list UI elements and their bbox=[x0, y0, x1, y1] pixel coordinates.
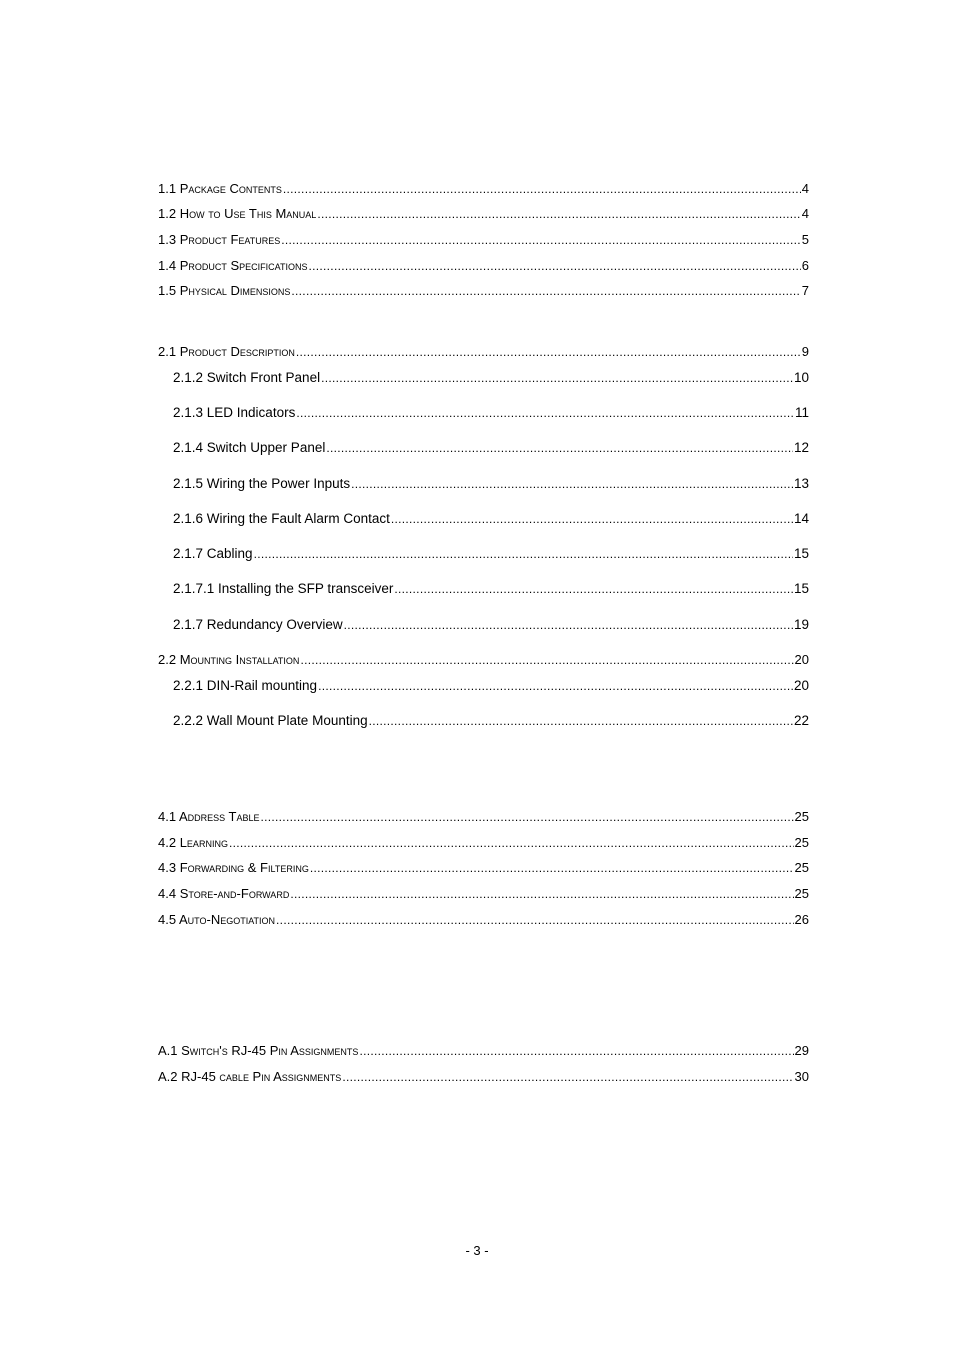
toc-entry[interactable] bbox=[158, 181, 809, 197]
toc-entry-title: Physical Dimensions bbox=[179, 283, 291, 298]
dot-leader bbox=[281, 232, 801, 248]
dot-leader bbox=[317, 206, 800, 222]
toc-entry-title: Mounting Installation bbox=[179, 652, 300, 667]
toc-entry[interactable] bbox=[158, 1069, 809, 1085]
toc-entry[interactable] bbox=[158, 232, 809, 248]
toc-entry-number: 4.1 bbox=[158, 809, 177, 824]
toc-subentry-title: 2.2.1 DIN-Rail mounting bbox=[173, 678, 318, 693]
toc-subentry-title: 2.2.2 Wall Mount Plate Mounting bbox=[173, 713, 368, 728]
toc-entry-title: Package Contents bbox=[179, 181, 282, 196]
toc-entry-number: A.1 bbox=[158, 1043, 178, 1058]
toc-entry-title: How to Use This Manual bbox=[179, 206, 317, 221]
toc-entry-page: 4 bbox=[801, 206, 809, 221]
toc-subentry[interactable] bbox=[173, 546, 809, 562]
toc-subentry[interactable] bbox=[173, 678, 809, 694]
toc-entry-page: 26 bbox=[794, 912, 809, 927]
toc-entry-page: 5 bbox=[801, 232, 809, 247]
toc-entry-number: 1.2 bbox=[158, 206, 177, 221]
toc-subentry-title: 2.1.4 Switch Upper Panel bbox=[173, 440, 326, 455]
dot-leader bbox=[318, 678, 793, 694]
dot-leader bbox=[300, 652, 793, 668]
dot-leader bbox=[351, 476, 793, 492]
toc-entry[interactable] bbox=[158, 860, 809, 876]
toc-entry-title: Store-and-Forward bbox=[179, 886, 290, 901]
toc-entry-number: 1.4 bbox=[158, 258, 177, 273]
page-number: - 3 - bbox=[465, 1243, 489, 1258]
toc-entry-number: 4.4 bbox=[158, 886, 177, 901]
toc-entry-page: 6 bbox=[801, 258, 809, 273]
dot-leader bbox=[261, 809, 794, 825]
toc-entry-page: 15 bbox=[793, 546, 809, 561]
toc-subentry[interactable] bbox=[173, 476, 809, 492]
dot-leader bbox=[291, 283, 800, 299]
toc-entry-page: 13 bbox=[793, 476, 809, 491]
toc-entry[interactable] bbox=[158, 886, 809, 902]
toc-entry[interactable] bbox=[158, 1043, 809, 1059]
toc-subentry-title: 2.1.7.1 Installing the SFP transceiver bbox=[173, 581, 394, 596]
toc-entry-page: 12 bbox=[793, 440, 809, 455]
toc-entry-title: Learning bbox=[179, 835, 228, 850]
toc-entry[interactable] bbox=[158, 652, 809, 668]
toc-subentry-title: 2.1.7 Redundancy Overview bbox=[173, 617, 343, 632]
dot-leader bbox=[296, 405, 794, 421]
toc-entry-number: 4.2 bbox=[158, 835, 177, 850]
toc-entry-title: RJ-45 cable Pin Assignments bbox=[181, 1069, 342, 1084]
toc-entry-number: 4.5 bbox=[158, 912, 177, 927]
dot-leader bbox=[394, 581, 793, 597]
dot-leader bbox=[344, 617, 793, 633]
dot-leader bbox=[391, 511, 793, 527]
toc-entry-number: A.2 bbox=[158, 1069, 178, 1084]
toc-entry-title: Product Description bbox=[179, 344, 295, 359]
toc-entry-number: 1.1 bbox=[158, 181, 177, 196]
toc-entry-page: 25 bbox=[794, 835, 809, 850]
toc-entry-number: 4.3 bbox=[158, 860, 177, 875]
toc-subentry[interactable] bbox=[173, 405, 809, 421]
dot-leader bbox=[342, 1069, 793, 1085]
toc-subentry[interactable] bbox=[173, 617, 809, 633]
toc-entry[interactable] bbox=[158, 344, 809, 360]
toc-entry-page: 29 bbox=[794, 1043, 809, 1058]
toc-entry[interactable] bbox=[158, 258, 809, 274]
toc-subentry[interactable] bbox=[173, 713, 809, 729]
toc-entry[interactable] bbox=[158, 206, 809, 222]
toc-entry-page: 25 bbox=[794, 860, 809, 875]
toc-subentry-title: 2.1.2 Switch Front Panel bbox=[173, 370, 321, 385]
toc-entry-title: Forwarding & Filtering bbox=[179, 860, 309, 875]
toc-entry-title: Product Features bbox=[179, 232, 281, 247]
toc-subentry[interactable] bbox=[173, 511, 809, 527]
toc-subentry-title: 2.1.6 Wiring the Fault Alarm Contact bbox=[173, 511, 390, 526]
toc-subentry-title: 2.1.3 LED Indicators bbox=[173, 405, 296, 420]
toc-entry[interactable] bbox=[158, 809, 809, 825]
toc-subentry-title: 2.1.5 Wiring the Power Inputs bbox=[173, 476, 351, 491]
toc-entry[interactable] bbox=[158, 835, 809, 851]
toc-entry-page: 9 bbox=[801, 344, 809, 359]
toc-entry-number: 1.5 bbox=[158, 283, 177, 298]
toc-entry-page: 19 bbox=[793, 617, 809, 632]
toc-entry[interactable] bbox=[158, 283, 809, 299]
dot-leader bbox=[321, 370, 793, 386]
toc-entry-page: 4 bbox=[801, 181, 809, 196]
toc-entry-title: Auto-Negotiation bbox=[178, 912, 276, 927]
toc-entry-page: 25 bbox=[794, 809, 809, 824]
toc-subentry[interactable] bbox=[173, 440, 809, 456]
toc-entry-number: 1.3 bbox=[158, 232, 177, 247]
toc-entry-title: Address Table bbox=[178, 809, 260, 824]
toc-entry-page: 30 bbox=[794, 1069, 809, 1084]
dot-leader bbox=[369, 713, 793, 729]
toc-entry-number: 2.2 bbox=[158, 652, 177, 667]
toc-entry-page: 25 bbox=[794, 886, 809, 901]
toc-entry-title: Switch's RJ-45 Pin Assignments bbox=[181, 1043, 359, 1058]
toc-entry-page: 11 bbox=[794, 405, 809, 420]
toc-subentry-title: 2.1.7 Cabling bbox=[173, 546, 253, 561]
toc-entry-page: 20 bbox=[793, 678, 809, 693]
dot-leader bbox=[283, 181, 801, 197]
dot-leader bbox=[276, 912, 793, 928]
toc-entry-number: 2.1 bbox=[158, 344, 177, 359]
toc-entry[interactable] bbox=[158, 912, 809, 928]
dot-leader bbox=[359, 1043, 793, 1059]
toc-entry-page: 10 bbox=[793, 370, 809, 385]
dot-leader bbox=[254, 546, 793, 562]
dot-leader bbox=[309, 258, 801, 274]
dot-leader bbox=[326, 440, 793, 456]
dot-leader bbox=[310, 860, 794, 876]
dot-leader bbox=[229, 835, 794, 851]
toc-subentry[interactable] bbox=[173, 581, 809, 597]
toc-subentry[interactable] bbox=[173, 370, 809, 386]
dot-leader bbox=[296, 344, 801, 360]
toc-entry-page: 14 bbox=[793, 511, 809, 526]
dot-leader bbox=[290, 886, 793, 902]
toc-entry-page: 15 bbox=[793, 581, 809, 596]
toc-entry-page: 22 bbox=[793, 713, 809, 728]
toc-entry-title: Product Specifications bbox=[179, 258, 308, 273]
toc-entry-page: 7 bbox=[801, 283, 809, 298]
toc-entry-page: 20 bbox=[794, 652, 809, 667]
